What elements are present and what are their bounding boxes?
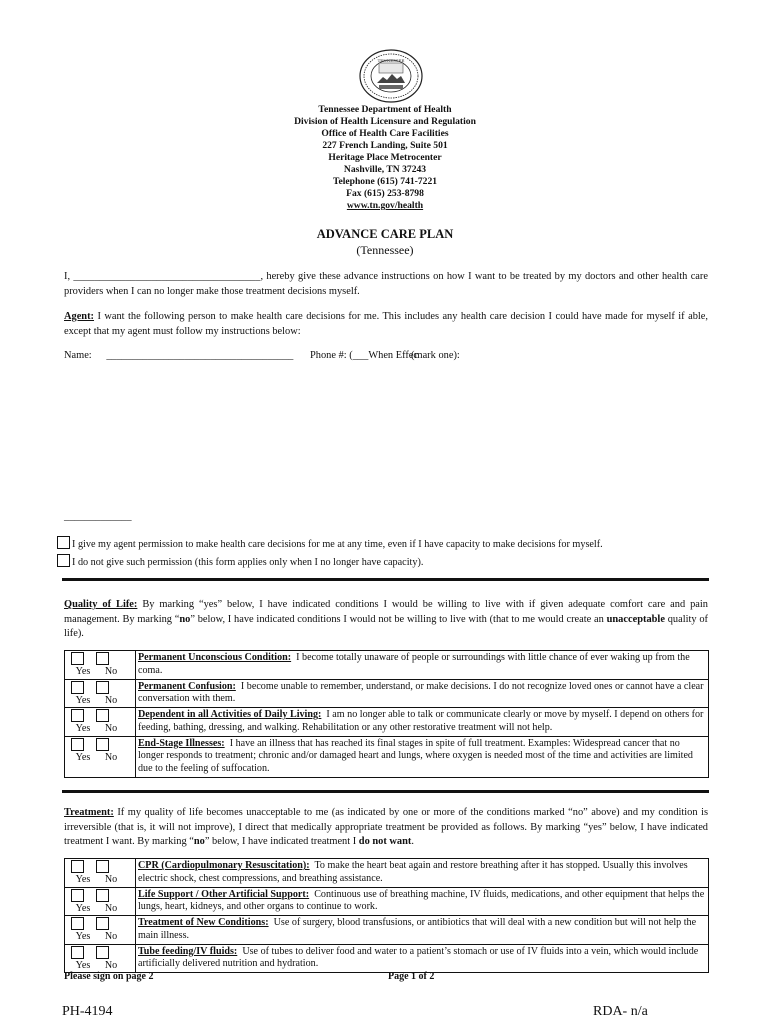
table-row [65, 708, 709, 737]
condition-description [136, 679, 709, 708]
yes-no-cell [65, 708, 136, 737]
treatment-text-1: If my quality of life becomes unacceptable to me (as indicated by one or more of the conditions marked “no” above) and my condition is irreversible (that is, it will not improve), I direct that medically appropriate treatment be provided as follows. By marking “yes” below, I have indicated treatment I want. By marking “ [64, 807, 708, 847]
treatment-table [64, 858, 709, 973]
table-row [65, 916, 709, 945]
no-label: No [104, 666, 118, 677]
permission-option-2-text: I do not give such permission (this form applies only when I no longer have capacity). [72, 557, 424, 568]
header-line: Telephone (615) 741-7221 [332, 176, 438, 187]
table-row [65, 887, 709, 916]
quality-text-2: ” below, I have indicated conditions I would not be willing to live with (that to me would create an [190, 613, 607, 625]
table-row [65, 679, 709, 708]
yes-label: Yes [75, 874, 91, 885]
treatment-text: Use of surgery, blood transfusions, or antibiotics that will deal with a new condition but will not help the main illness. [138, 917, 697, 941]
quality-unacceptable-emphasis: unacceptable [606, 613, 665, 625]
treatment-paragraph [64, 806, 708, 850]
seal-text: TENNESSEE [377, 58, 405, 63]
no-label: No [104, 723, 118, 735]
yes-checkbox[interactable] [71, 681, 84, 694]
no-checkbox[interactable] [96, 917, 109, 930]
treatment-no-emphasis: no [193, 836, 205, 847]
table-row [65, 651, 709, 680]
no-checkbox[interactable] [96, 738, 109, 751]
yes-no-cell [65, 916, 136, 945]
header-line: Fax (615) 253-8798 [346, 188, 424, 199]
no-label: No [104, 959, 118, 971]
no-label: No [104, 874, 118, 885]
header-line: 227 French Landing, Suite 501 [322, 140, 448, 151]
condition-text: I have an illness that has reached its final stages in spite of full treatment. Examples: Widespread cancer that no longer responds to treatment; chronic and/or damaged heart and lungs, where oxygen is needed most of the time and activities are limited due to the feeling of suffocation. [138, 737, 693, 774]
no-label: No [104, 751, 118, 763]
rda-label: RDA- n/a [593, 1004, 648, 1019]
condition-text: I become totally unaware of people or surroundings with little chance of ever waking up from the coma. [138, 652, 690, 676]
yes-label: Yes [75, 902, 91, 914]
header-line: Division of Health Licensure and Regulation [294, 116, 476, 127]
tennessee-state-seal [359, 49, 423, 103]
yes-no-cell [65, 679, 136, 708]
permission-option-2 [57, 554, 423, 568]
permission-option-1-text: I give my agent permission to make health care decisions for me at any time, even if I have capacity to make decisions for myself. [72, 539, 603, 550]
treatment-title: Treatment of New Conditions: [138, 917, 269, 929]
treatment-description [136, 887, 709, 916]
agent-name-row [64, 350, 293, 361]
treatment-label: Treatment: [64, 807, 114, 818]
treatment-description [136, 916, 709, 945]
yes-checkbox[interactable] [71, 860, 84, 873]
table-row [65, 736, 709, 777]
yes-checkbox[interactable] [71, 652, 84, 665]
section-divider [62, 790, 709, 793]
intro-paragraph [64, 270, 708, 299]
when-effective-label: When Effec [368, 350, 419, 361]
yes-checkbox[interactable] [71, 946, 84, 959]
intro-text: , hereby give these advance instructions on how I want to be treated by my doctors and other health care providers when I can no longer make those treatment decisions myself. [64, 271, 708, 297]
condition-title: Permanent Confusion: [138, 680, 236, 692]
yes-label: Yes [75, 666, 91, 677]
header-line: Office of Health Care Facilities [321, 128, 449, 139]
agent-name-label: Name: [64, 350, 92, 361]
agent-name-field[interactable]: ____________________________________ [106, 350, 294, 361]
page-number: Page 1 of 2 [388, 971, 435, 982]
website-link[interactable]: www.tn.gov/health [346, 200, 424, 211]
treatment-text-3: . [411, 836, 414, 847]
condition-title: End-Stage Illnesses: [138, 737, 225, 749]
yes-checkbox[interactable] [71, 738, 84, 751]
quality-text-1: By marking “yes” below, I have indicated conditions I would be willing to live with if given adequate comfort care and pain management. By marking “ [64, 599, 708, 625]
no-label: No [104, 902, 118, 914]
condition-title: Dependent in all Activities of Daily Living: [138, 709, 322, 721]
treatment-text: Use of tubes to deliver food and water to a patient’s stomach or use of IV fluids into a vein, which would include artificially delivered nutrition and hydration. [138, 945, 699, 970]
yes-checkbox[interactable] [71, 709, 84, 722]
yes-no-cell [65, 944, 136, 973]
no-checkbox[interactable] [96, 652, 109, 665]
mark-one-label: (mark one): [411, 350, 460, 361]
no-label: No [104, 694, 118, 706]
agent-phone-field[interactable]: ___ [352, 350, 369, 361]
form-id: PH-4194 [62, 1004, 113, 1019]
table-row [65, 944, 709, 973]
quality-of-life-paragraph [64, 598, 708, 642]
yes-label: Yes [75, 931, 91, 943]
yes-label: Yes [75, 751, 91, 763]
yes-checkbox[interactable] [71, 889, 84, 902]
header-address [0, 104, 770, 212]
header-line: Tennessee Department of Health [318, 104, 452, 115]
condition-text: I am no longer able to talk or communicate clearly or move by myself. I depend on others for feeding, bathing, dressing, and walking. Rehabilitation or any other restorative treatment will not help. [138, 709, 704, 733]
agent-phone-label: Phone #: ( [310, 350, 353, 361]
header-line: Nashville, TN 37243 [343, 164, 427, 175]
condition-description [136, 736, 709, 777]
quality-text-3: quality of life). [64, 613, 708, 639]
agent-text: I want the following person to make health care decisions for me. This includes any health care decision I could have made for myself if able, except that my agent must follow my instructions below: [64, 311, 708, 337]
permission-any-time-checkbox[interactable] [57, 536, 70, 549]
treatment-text: To make the heart beat again and restore breathing after it has stopped. Usually this involves electric shock, chest compressions, and breathing assistance. [138, 860, 688, 884]
treatment-title: Life Support / Other Artificial Support: [138, 888, 310, 900]
yes-label: Yes [75, 694, 91, 706]
quality-of-life-table [64, 650, 709, 778]
intro-prefix: I, [64, 271, 71, 282]
condition-description [136, 708, 709, 737]
yes-no-cell [65, 651, 136, 680]
no-label: No [104, 931, 118, 943]
yes-checkbox[interactable] [71, 917, 84, 930]
treatment-description [136, 859, 709, 888]
condition-description [136, 651, 709, 680]
page-title: ADVANCE CARE PLAN [316, 227, 454, 241]
yes-no-cell [65, 859, 136, 888]
yes-no-cell [65, 887, 136, 916]
no-checkbox[interactable] [96, 860, 109, 873]
no-checkbox[interactable] [96, 946, 109, 959]
short-blank-line: _____________ [64, 511, 132, 522]
permission-option-1 [57, 536, 603, 550]
treatment-title: CPR (Cardiopulmonary Resuscitation): [138, 860, 310, 871]
treatment-text: Continuous use of breathing machine, IV fluids, medications, and other equipment that helps the lungs, heart, kidneys, and other organs to continue to work. [138, 888, 705, 913]
quality-no-emphasis: no [179, 613, 191, 625]
yes-no-cell [65, 736, 136, 777]
agent-phone-row [310, 350, 460, 361]
quality-of-life-label: Quality of Life: [64, 599, 138, 610]
treatment-title: Tube feeding/IV fluids: [138, 945, 238, 957]
condition-title: Permanent Unconscious Condition: [138, 652, 292, 663]
yes-label: Yes [75, 959, 91, 971]
agent-label: Agent: [64, 311, 95, 322]
no-checkbox[interactable] [96, 709, 109, 722]
no-checkbox[interactable] [96, 889, 109, 902]
table-row [65, 859, 709, 888]
no-checkbox[interactable] [96, 681, 109, 694]
agent-paragraph [64, 310, 708, 339]
header-line: Heritage Place Metrocenter [328, 152, 442, 163]
condition-text: I become unable to remember, understand, or make decisions. I do not recognize loved ones or cannot have a clear conversation with them. [138, 680, 704, 705]
page-subtitle: (Tennessee) [356, 243, 414, 257]
principal-name-field[interactable]: ____________________________________ [73, 271, 261, 282]
section-divider [62, 578, 709, 581]
yes-label: Yes [75, 723, 91, 735]
permission-incapacity-only-checkbox[interactable] [57, 554, 70, 567]
treatment-text-2: ” below, I have indicated treatment I [204, 836, 359, 847]
sign-instruction: Please sign on page 2 [64, 971, 154, 982]
treatment-do-not-want-emphasis: do not want [358, 836, 412, 847]
treatment-description [136, 944, 709, 973]
